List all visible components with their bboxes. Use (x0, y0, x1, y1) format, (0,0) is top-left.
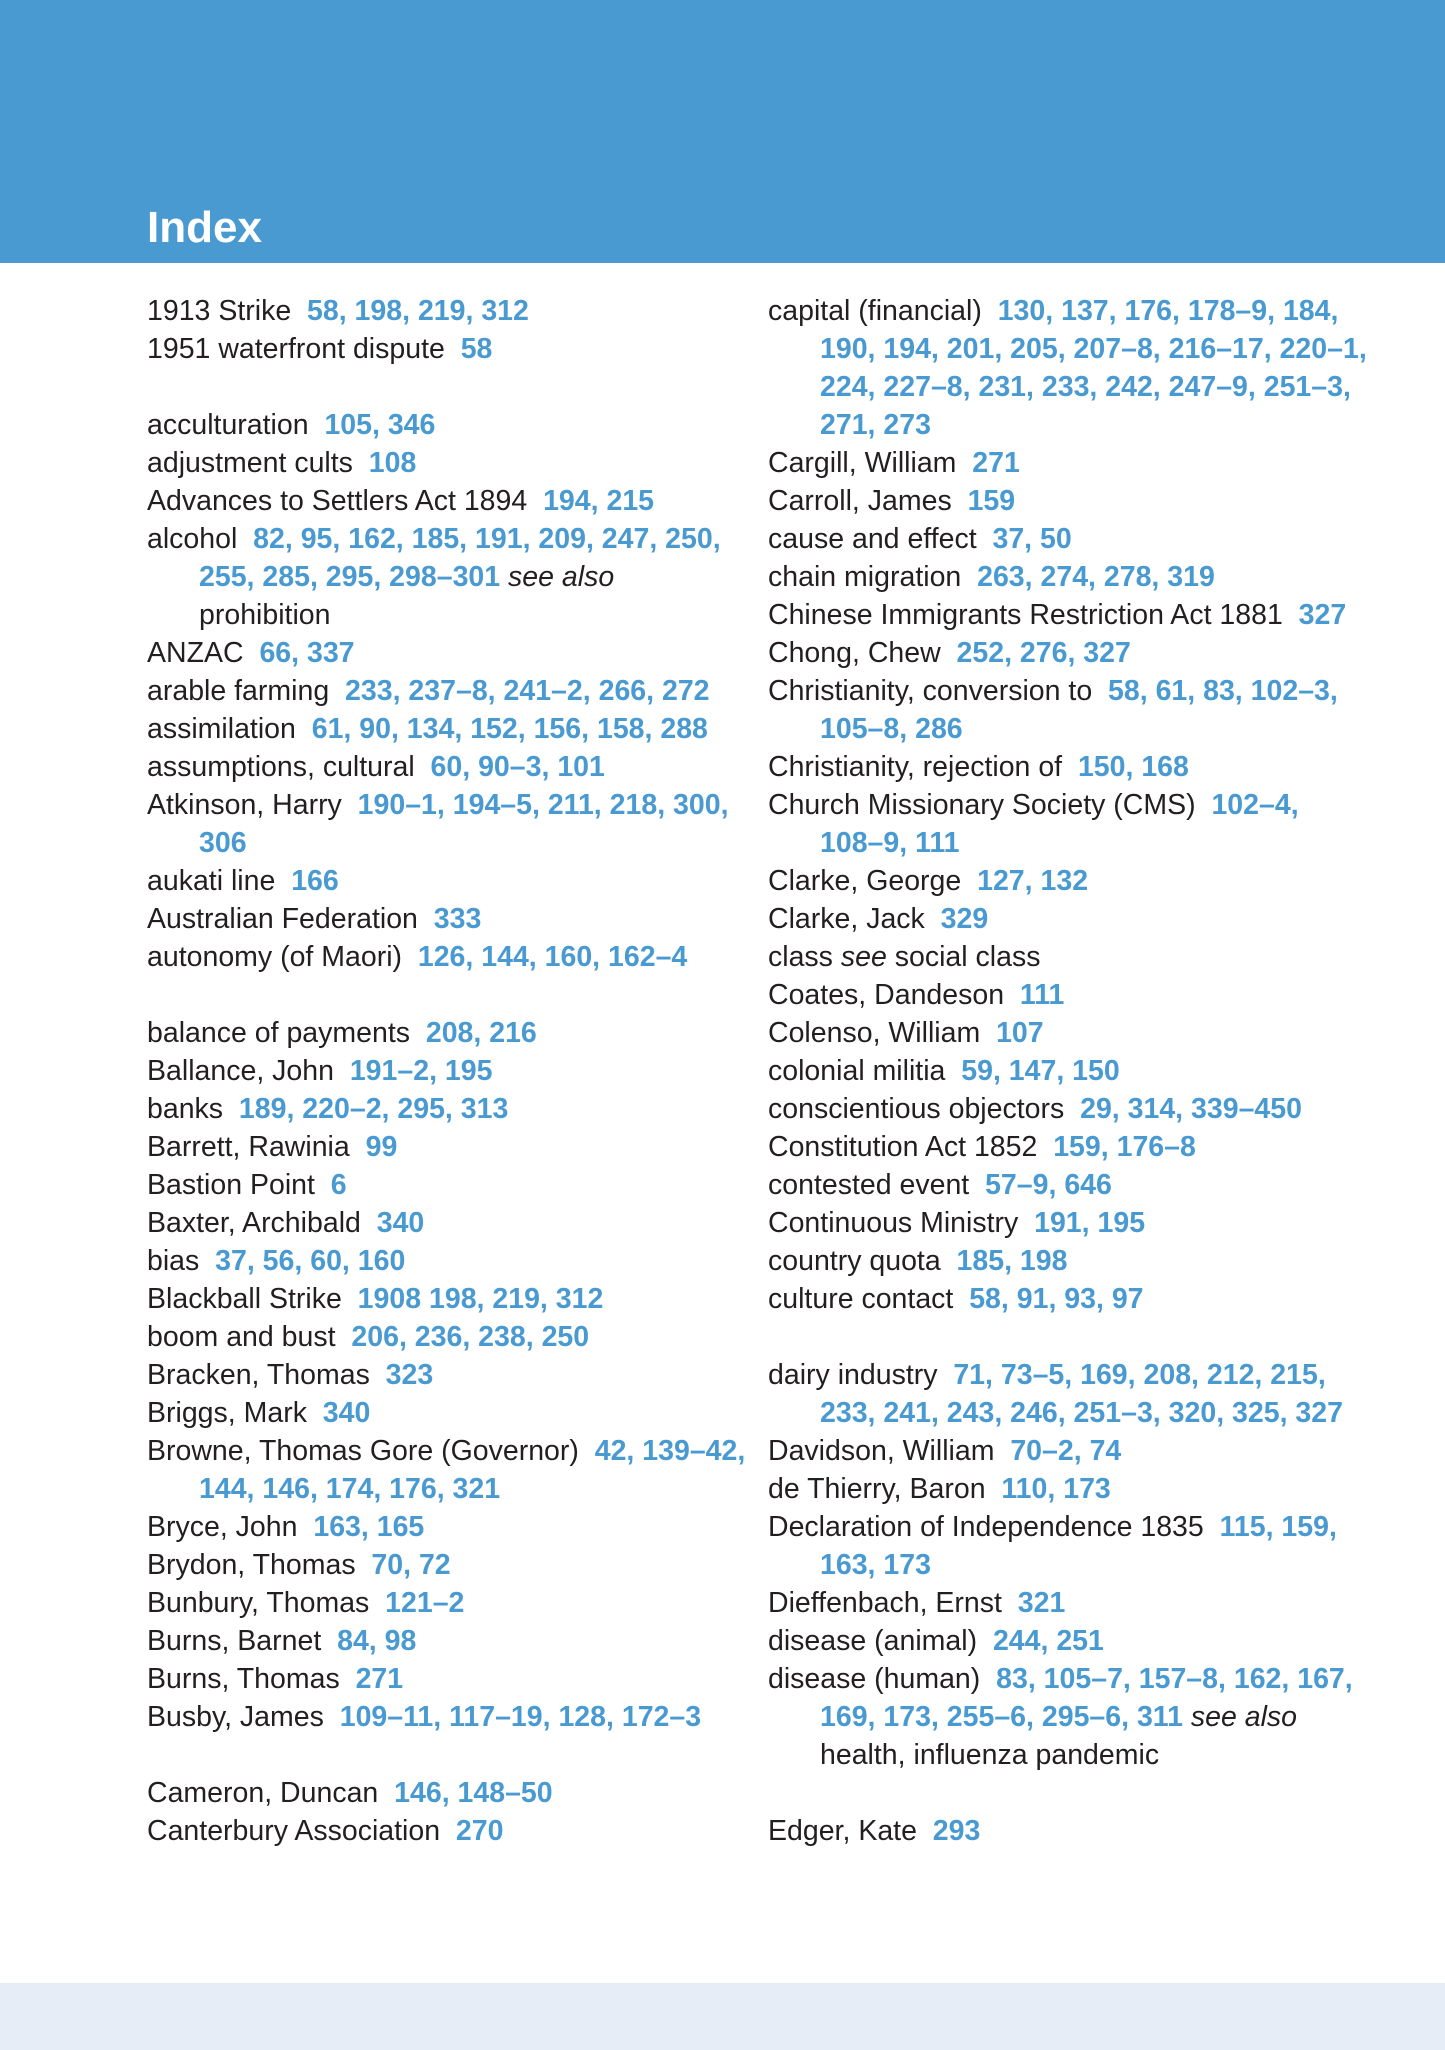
index-term: Bastion Point (147, 1169, 315, 1201)
index-term: Colenso, William (768, 1017, 981, 1049)
index-term: balance of payments (147, 1017, 410, 1049)
index-term: Briggs, Mark (147, 1397, 307, 1429)
page-references: 150, 168 (1077, 751, 1189, 783)
page-references: 185, 198 (956, 1245, 1068, 1277)
index-entry (768, 1622, 1368, 1660)
page-references: 233, 237–8, 241–2, 266, 272 (345, 675, 710, 707)
page-references: 208, 216 (425, 1017, 537, 1049)
index-entry (147, 1204, 747, 1242)
index-term: Canterbury Association (147, 1815, 441, 1847)
index-entry (768, 1242, 1368, 1280)
page-references: 109–11, 117–19, 128, 172–3 (339, 1701, 702, 1733)
page-references: 37, 50 (992, 523, 1072, 555)
index-term: Burns, Thomas (147, 1663, 340, 1695)
index-term: chain migration (768, 561, 962, 593)
index-entry (768, 520, 1368, 558)
index-term: Bracken, Thomas (147, 1359, 370, 1391)
index-entry (147, 1584, 747, 1622)
cross-reference-target: health, influenza pandemic (820, 1739, 1160, 1771)
index-term: Atkinson, Harry (147, 789, 342, 821)
cross-reference-target: prohibition (199, 599, 331, 631)
page-references: 60, 90–3, 101 (430, 751, 605, 783)
index-entry (768, 292, 1368, 444)
page-references: 57–9, 646 (985, 1169, 1112, 1201)
index-term: Clarke, Jack (768, 903, 925, 935)
index-term: Coates, Dandeson (768, 979, 1005, 1011)
index-entry (147, 482, 747, 520)
page-references: 329 (940, 903, 989, 935)
page-references: 71, 73–5, 169, 208, 212, 215, 233, 241, 243, 246, 251–3, 320, 325, 327 (820, 1359, 1343, 1429)
index-entry (768, 1166, 1368, 1204)
index-entry (147, 1014, 747, 1052)
page-references: 191–2, 195 (349, 1055, 493, 1087)
page-references: 323 (385, 1359, 434, 1391)
index-term: arable farming (147, 675, 330, 707)
index-entry (768, 748, 1368, 786)
index-entry (147, 1166, 747, 1204)
page-references: 99 (365, 1131, 398, 1163)
page-references: 159 (967, 485, 1016, 517)
index-term: alcohol (147, 523, 238, 555)
index-term: Cameron, Duncan (147, 1777, 379, 1809)
index-term: Burns, Barnet (147, 1625, 322, 1657)
page-references: 127, 132 (977, 865, 1089, 897)
index-entry (147, 710, 747, 748)
footer-band (0, 1983, 1445, 2050)
index-entry (147, 1546, 747, 1584)
page-references: 83, 105–7, 157–8, 162, 167, 169, 173, 255–6, 295–6, 311 (820, 1663, 1353, 1733)
page-references: 107 (996, 1017, 1044, 1049)
index-entry (768, 862, 1368, 900)
index-entry (147, 900, 747, 938)
index-entry (147, 1356, 747, 1394)
index-entry (147, 938, 747, 976)
page-references: 37, 56, 60, 160 (215, 1245, 406, 1277)
page-references: 252, 276, 327 (956, 637, 1131, 669)
page-references: 340 (322, 1397, 371, 1429)
page-references: 115, 159, 163, 173 (820, 1511, 1337, 1581)
index-term: Busby, James (147, 1701, 324, 1733)
page-references: 29, 314, 339–450 (1080, 1093, 1302, 1125)
index-entry (768, 1432, 1368, 1470)
page-references: 61, 90, 134, 152, 156, 158, 288 (311, 713, 708, 745)
cross-reference-target: social class (894, 941, 1041, 973)
page-references: 105, 346 (324, 409, 436, 441)
index-entry (147, 672, 747, 710)
index-term: boom and bust (147, 1321, 336, 1353)
index-term: Christianity, conversion to (768, 675, 1093, 707)
index-entry (147, 1242, 747, 1280)
page-references: 270 (455, 1815, 504, 1847)
index-entry (147, 748, 747, 786)
index-term: 1913 Strike (147, 295, 292, 327)
index-entry (147, 634, 747, 672)
cross-reference-label: see (840, 941, 887, 973)
index-term: disease (animal) (768, 1625, 978, 1657)
page-references: 6 (330, 1169, 347, 1201)
index-term: autonomy (of Maori) (147, 941, 403, 973)
index-term: adjustment cults (147, 447, 353, 479)
index-entry (147, 1660, 747, 1698)
index-entry (147, 1622, 747, 1660)
index-entry (768, 1470, 1368, 1508)
index-term: Brydon, Thomas (147, 1549, 356, 1581)
index-entry (147, 444, 747, 482)
index-entry (768, 786, 1368, 862)
index-entry (147, 330, 747, 368)
index-term: Advances to Settlers Act 1894 (147, 485, 528, 517)
page-references: 66, 337 (259, 637, 355, 669)
index-entry (147, 1508, 747, 1546)
index-term: Carroll, James (768, 485, 952, 517)
index-term: 1951 waterfront dispute (147, 333, 445, 365)
cross-reference-label: see also (1190, 1701, 1298, 1733)
page-references: 58 (460, 333, 493, 365)
index-entry (147, 862, 747, 900)
index-term: Continuous Ministry (768, 1207, 1019, 1239)
page-references: 271 (355, 1663, 404, 1695)
page-references: 293 (932, 1815, 981, 1847)
page-references: 271 (972, 447, 1020, 479)
page-references: 263, 274, 278, 319 (977, 561, 1215, 593)
header-banner (0, 0, 1445, 263)
page-references: 58, 198, 219, 312 (307, 295, 529, 327)
page-references: 111 (1019, 979, 1065, 1011)
page-references: 191, 195 (1034, 1207, 1146, 1239)
index-entry (147, 1052, 747, 1090)
page-references: 190–1, 194–5, 211, 218, 300, 306 (199, 789, 729, 859)
page-references: 58, 61, 83, 102–3, 105–8, 286 (820, 675, 1338, 745)
page-references: 327 (1298, 599, 1347, 631)
index-entry (768, 1584, 1368, 1622)
index-entry (768, 558, 1368, 596)
index-entry (147, 786, 747, 862)
page-references: 102–4, 108–9, 111 (820, 789, 1299, 859)
page-references: 340 (376, 1207, 425, 1239)
page-references: 244, 251 (992, 1625, 1104, 1657)
cross-reference-label: see also (508, 561, 615, 593)
page-references: 159, 176–8 (1053, 1131, 1196, 1163)
index-entry (768, 444, 1368, 482)
page-title: Index (147, 203, 262, 252)
index-term: acculturation (147, 409, 309, 441)
index-term: conscientious objectors (768, 1093, 1065, 1125)
index-column-right (768, 292, 1368, 1850)
page-references: 130, 137, 176, 178–9, 184, 190, 194, 201, 205, 207–8, 216–17, 220–1, 224, 227–8, 231, 233, 242, 247–9, 251–3, 271, 273 (820, 295, 1367, 441)
page-references: 108 (368, 447, 417, 479)
index-term: Clarke, George (768, 865, 962, 897)
index-entry (768, 938, 1368, 976)
index-entry (768, 976, 1368, 1014)
index-term: Ballance, John (147, 1055, 334, 1087)
index-entry (147, 1394, 747, 1432)
index-entry (768, 900, 1368, 938)
index-term: Davidson, William (768, 1435, 995, 1467)
index-entry (147, 406, 747, 444)
page-references: 110, 173 (1001, 1473, 1111, 1505)
page-references: 333 (433, 903, 482, 935)
index-term: class (768, 941, 833, 973)
index-term: bias (147, 1245, 200, 1277)
index-term: Cargill, William (768, 447, 957, 479)
index-entry (768, 634, 1368, 672)
page-references: 189, 220–2, 295, 313 (238, 1093, 509, 1125)
index-entry (147, 1280, 747, 1318)
index-entry (768, 596, 1368, 634)
page-references: 70–2, 74 (1010, 1435, 1122, 1467)
index-term: Dieffenbach, Ernst (768, 1587, 1002, 1619)
index-term: ANZAC (147, 637, 244, 669)
page-references: 84, 98 (337, 1625, 417, 1657)
index-term: assimilation (147, 713, 296, 745)
index-term: culture contact (768, 1283, 954, 1315)
index-term: Constitution Act 1852 (768, 1131, 1038, 1163)
index-entry (768, 1204, 1368, 1242)
index-entry (768, 1052, 1368, 1090)
index-term: Bryce, John (147, 1511, 298, 1543)
page-references: 58, 91, 93, 97 (969, 1283, 1144, 1315)
index-column-left (147, 292, 747, 1850)
index-entry (147, 1128, 747, 1166)
index-term: capital (financial) (768, 295, 982, 327)
index-term: Church Missionary Society (CMS) (768, 789, 1196, 821)
index-entry (768, 1128, 1368, 1166)
index-entry (147, 1774, 747, 1812)
index-term: Australian Federation (147, 903, 418, 935)
index-entry (768, 1280, 1368, 1318)
index-term: Bunbury, Thomas (147, 1587, 370, 1619)
index-term: Declaration of Independence 1835 (768, 1511, 1204, 1543)
index-entry (768, 482, 1368, 520)
index-entry (768, 1812, 1368, 1850)
index-term: aukati line (147, 865, 276, 897)
index-term: dairy industry (768, 1359, 938, 1391)
index-entry (147, 1812, 747, 1850)
index-term: assumptions, cultural (147, 751, 415, 783)
index-entry (768, 1508, 1368, 1584)
index-entry (768, 1090, 1368, 1128)
index-entry (147, 520, 747, 634)
index-term: colonial militia (768, 1055, 946, 1087)
page-references: 82, 95, 162, 185, 191, 209, 247, 250, 255, 285, 295, 298–301 (199, 523, 721, 593)
index-term: Blackball Strike (147, 1283, 342, 1315)
page-references: 59, 147, 150 (961, 1055, 1120, 1087)
index-term: cause and effect (768, 523, 977, 555)
index-term: contested event (768, 1169, 970, 1201)
page-references: 166 (291, 865, 339, 897)
index-term: banks (147, 1093, 224, 1125)
page-references: 42, 139–42, 144, 146, 174, 176, 321 (199, 1435, 746, 1505)
index-term: Christianity, rejection of (768, 751, 1063, 783)
index-entry (147, 1318, 747, 1356)
index-term: Browne, Thomas Gore (Governor) (147, 1435, 579, 1467)
index-term: Chong, Chew (768, 637, 941, 669)
index-term: country quota (768, 1245, 941, 1277)
index-entry (147, 1090, 747, 1128)
index-term: Edger, Kate (768, 1815, 917, 1847)
page-references: 146, 148–50 (394, 1777, 553, 1809)
page-references: 163, 165 (313, 1511, 425, 1543)
index-term: Chinese Immigrants Restriction Act 1881 (768, 599, 1283, 631)
index-entry (768, 1660, 1368, 1774)
page-references: 126, 144, 160, 162–4 (417, 941, 688, 973)
page-references: 321 (1017, 1587, 1066, 1619)
page-references: 1908 198, 219, 312 (357, 1283, 604, 1315)
index-entry (147, 1698, 747, 1736)
page-references: 194, 215 (543, 485, 655, 517)
index-entry (147, 1432, 747, 1508)
index-term: disease (human) (768, 1663, 981, 1695)
index-entry (768, 672, 1368, 748)
page-references: 70, 72 (371, 1549, 451, 1581)
index-term: Barrett, Rawinia (147, 1131, 350, 1163)
index-entry (147, 292, 747, 330)
page-references: 121–2 (385, 1587, 465, 1619)
index-entry (768, 1356, 1368, 1432)
index-term: de Thierry, Baron (768, 1473, 986, 1505)
index-term: Baxter, Archibald (147, 1207, 361, 1239)
page-references: 206, 236, 238, 250 (351, 1321, 590, 1353)
index-entry (768, 1014, 1368, 1052)
